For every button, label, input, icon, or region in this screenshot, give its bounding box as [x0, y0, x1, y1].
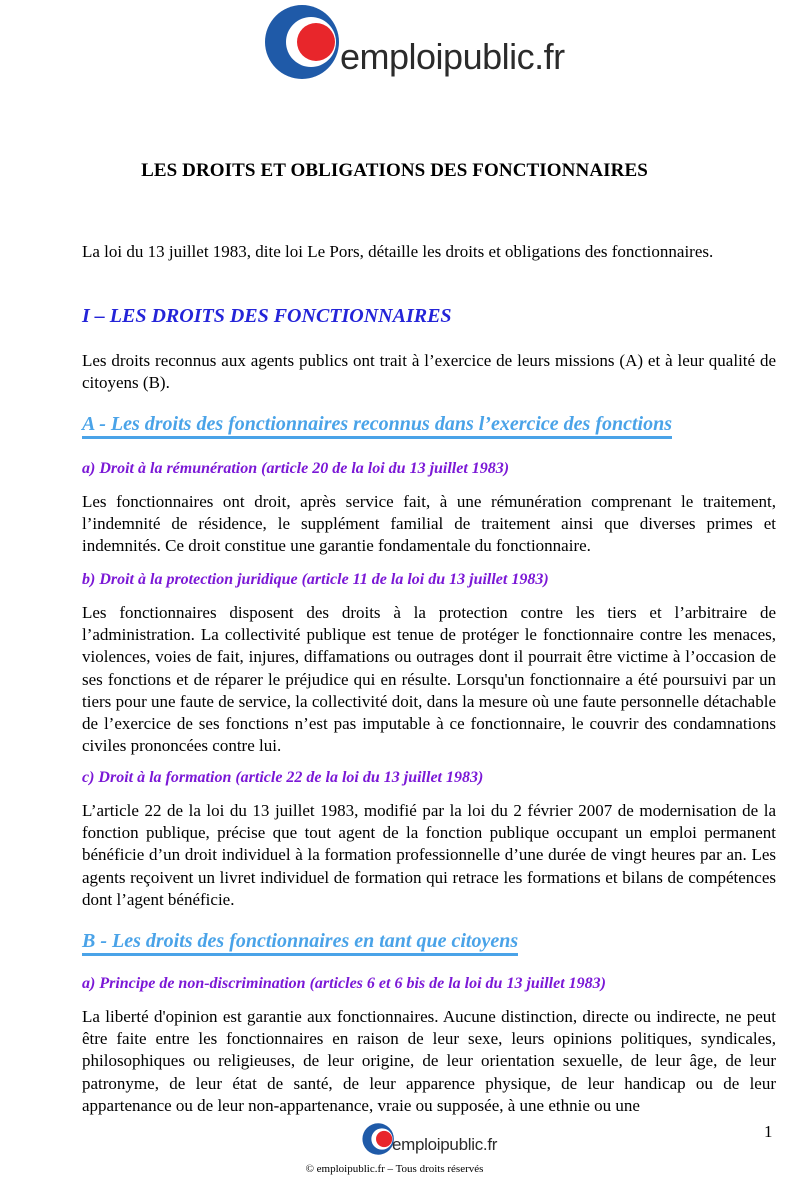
intro-paragraph: La loi du 13 juillet 1983, dite loi Le Pors, détaille les droits et obligations des fonctionnaires.	[82, 242, 714, 261]
heading-remuneration: a) Droit à la rémunération (article 20 de la loi du 13 juillet 1983)	[82, 460, 510, 477]
subsection-heading-b	[82, 930, 518, 953]
section-heading-droits: I – LES DROITS DES FONCTIONNAIRES	[82, 305, 452, 327]
section-intro-paragraph: Les droits reconnus aux agents publics ont trait à l’exercice de leurs missions (A) et à leur qualité de citoyens (B).	[82, 351, 776, 393]
heading-non-discrimination: a) Principe de non-discrimination (articles 6 et 6 bis de la loi du 13 juillet 1983)	[82, 975, 606, 992]
emploipublic-logo-icon	[362, 1122, 396, 1156]
paragraph-protection-juridique: Les fonctionnaires disposent des droits à la protection contre les tiers et l’arbitraire de l’administration. La collectivité publique est tenue de protéger le fonctionnaire contre les menaces, violences, voies de fait, injures, diffamations ou outrages dont il pourrait être victime à l’occasion de ses fonctions et de réparer le préjudice qui en résulte. Lorsqu'un fonctionnaire a été poursuivi par un tiers pour une faute de service, la collectivité doit, dans la mesure où une faute personnelle détachable de l’exercice de ses fonctions n’est pas imputable à ce fonctionnaire, le couvrir des condamnations civiles prononcées contre lui.	[82, 603, 776, 756]
document-title: LES DROITS ET OBLIGATIONS DES FONCTIONNAIRES	[141, 160, 648, 181]
emploipublic-logo-icon	[264, 2, 344, 82]
subsection-heading-a-text: A - Les droits des fonctionnaires reconnus dans l’exercice des fonctions	[82, 413, 673, 435]
copyright-notice: © emploipublic.fr – Tous droits réservés	[305, 1163, 484, 1175]
page-number: 1	[764, 1122, 773, 1141]
header-logo	[264, 2, 594, 92]
paragraph-remuneration: Les fonctionnaires ont droit, après service fait, à une rémunération comprenant le traitement, l’indemnité de résidence, le supplément familial de traitement ainsi que diverses primes et indemnités. Ce droit constitue une garantie fondamentale du fonctionnaire.	[82, 492, 776, 556]
subsection-heading-a	[82, 413, 672, 436]
heading-formation: c) Droit à la formation (article 22 de la loi du 13 juillet 1983)	[82, 769, 484, 786]
footer-logo-wordmark: emploipublic.fr	[392, 1135, 498, 1154]
heading-underline	[82, 953, 518, 956]
subsection-heading-b-text: B - Les droits des fonctionnaires en tant que citoyens	[82, 930, 519, 952]
heading-underline	[82, 436, 672, 439]
logo-wordmark: emploipublic.fr	[340, 36, 565, 77]
heading-protection-juridique: b) Droit à la protection juridique (article 11 de la loi du 13 juillet 1983)	[82, 571, 549, 588]
footer-logo	[362, 1122, 512, 1162]
paragraph-non-discrimination: La liberté d'opinion est garantie aux fonctionnaires. Aucune distinction, directe ou indirecte, ne peut être faite entre les fonctionnaires en raison de leur sexe, leurs opinions politiques, syndicales, philosophiques ou religieuses, de leur origine, de leur orientation sexuelle, de leur âge, de leur patronyme, de leur état de santé, de leur apparence physique, de leur handicap ou de leur appartenance ou de leur non-appartenance, vraie ou supposée, à une ethnie ou une	[82, 1007, 776, 1115]
paragraph-formation: L’article 22 de la loi du 13 juillet 1983, modifié par la loi du 2 février 2007 de modernisation de la fonction publique, précise que tout agent de la fonction publique occupant un emploi permanent bénéficie d’un droit individuel à la formation professionnelle d’une durée de vingt heures par an. Les agents reçoivent un livret individuel de formation qui retrace les formations et bilans de compétences dont l’agent bénéficie.	[82, 801, 776, 909]
